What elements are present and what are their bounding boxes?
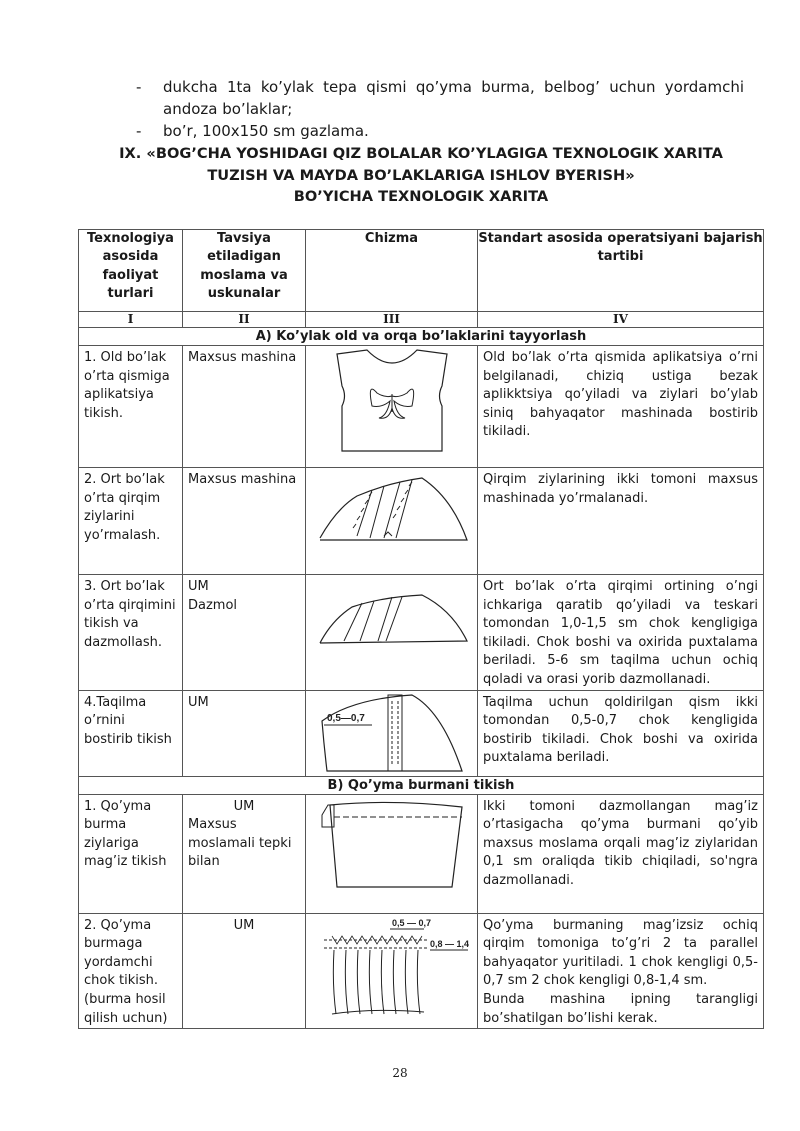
intro-bullet-list xyxy=(136,76,744,142)
tools-cell: Maxsus mashina xyxy=(188,350,297,365)
bullet-text: bo’r, 100x150 sm gazlama. xyxy=(163,122,369,140)
col-number: III xyxy=(306,312,478,328)
tools-attachment: Maxsus moslamali tepki bilan xyxy=(188,817,292,870)
table-row xyxy=(79,575,764,691)
section-row-a xyxy=(79,328,764,346)
ruffle-binding-sketch xyxy=(306,795,477,895)
procedure-cell: Old bo’lak o’rta qismida aplikatsiya o’rni belgilanadi, chiziq ustiga bezak aplikktsiya qo’yiladi va ziylari bo’ylab siniq bahyaqator mashinada bostirib tikiladi. xyxy=(483,350,758,440)
table-row xyxy=(79,468,764,575)
tools-cell xyxy=(183,914,305,936)
tools-machine: UM xyxy=(233,917,255,933)
header-activity: Texnologiya asosida faoliyat turlari xyxy=(79,230,183,312)
col-number: I xyxy=(79,312,183,328)
tools-cell: Maxsus mashina xyxy=(188,472,297,487)
section-title: B) Qo’yma burmani tikish xyxy=(79,776,764,794)
heading-line-3: BO’YICHA TEXNOLOGIK XARITA xyxy=(293,188,549,205)
procedure-cell xyxy=(478,914,763,1029)
tools-machine: UM xyxy=(233,798,255,814)
back-seam-sketch xyxy=(306,575,477,655)
tools-cell: UM xyxy=(188,694,209,710)
activity-cell: 4.Taqilma o’rnini bostirib tikish xyxy=(84,694,172,747)
col-number: IV xyxy=(478,312,764,328)
page-number: 28 xyxy=(392,1066,408,1080)
activity-cell: 2. Ort bo’lak o’rta qirqim ziylarini yo’rmalash. xyxy=(84,472,165,543)
table-row xyxy=(79,794,764,913)
procedure-cell: Qirqim ziylarining ikki tomoni maxsus mashinada yo’rmalanadi. xyxy=(483,472,758,506)
activity-cell: 1. Old bo’lak o’rta qismiga aplikatsiya tikish. xyxy=(84,350,170,421)
activity-cell: 2. Qo’yma burmaga yordamchi chok tikish. (burma hosil qilish uchun) xyxy=(84,917,168,1026)
technology-map-table xyxy=(78,229,764,1029)
placket-stitching-sketch xyxy=(306,691,477,775)
procedure-paragraph: Bunda mashina ipning tarangligi bo’shatilgan bo’lishi kerak. xyxy=(483,991,758,1026)
tools-cell xyxy=(183,795,305,872)
roman-numeral-row xyxy=(79,312,764,328)
back-piece-serging-sketch xyxy=(306,468,477,548)
drawing-cell xyxy=(306,913,478,1029)
table-row xyxy=(79,690,764,776)
procedure-cell: Ikki tomoni dazmollangan mag’iz o’rtasigacha qo’yma burmani qo’yib maxsus moslama orqali mag’iz ziylaridan 0,1 sm oraliqda tikib chiqiladi, so'ngra dazmollanadi. xyxy=(483,798,758,888)
bullet-dash: - xyxy=(136,122,142,140)
drawing-cell xyxy=(306,468,478,575)
drawing-cell xyxy=(306,794,478,913)
header-drawing: Chizma xyxy=(306,230,478,312)
drawing-cell xyxy=(306,575,478,691)
section-title: A) Ko’ylak old va orqa bo’laklarini tayyorlash xyxy=(79,328,764,346)
procedure-cell: Ort bo’lak o’rta qirqimi ortining o’ngi ichkariga qaratib qo’yiladi va teskari tomondan 1,0-1,5 sm chok kengligiga tikiladi. Chok boshi va oxirida puxtalama beriladi. 5-6 sm taqilma uchun ochiq qoladi va orasi yorib dazmollanadi. xyxy=(483,579,758,687)
gathering-stitch-sketch xyxy=(306,914,477,1018)
activity-cell: 3. Ort bo’lak o’rta qirqimini tikish va dazmollash. xyxy=(84,579,176,650)
heading-line-2: TUZISH VA MAYDA BO’LAKLARIGA ISHLOV BYERISH» xyxy=(207,166,635,184)
table-row xyxy=(79,913,764,1029)
seam-width-label: 0,5—0,7 xyxy=(326,712,365,724)
drawing-cell xyxy=(306,346,478,468)
heading-line-1: IX. «BOG’CHA YOSHIDAGI QIZ BOLALAR KO’YLAGIGA TEXNOLOGIK XARITA xyxy=(119,145,723,162)
procedure-paragraph: Qo’yma burmaning mag’izsiz ochiq qirqim tomoniga to’g’ri 2 ta parallel bahyaqator yuritiladi. 1 chok kengligi 0,5-0,7 sm 2 chok kengligi 0,8-1,4 sm. xyxy=(483,917,758,989)
activity-cell: 1. Qo’yma burma ziylariga mag’iz tikish xyxy=(84,798,167,870)
section-row-b xyxy=(79,776,764,794)
bullet-item xyxy=(136,76,744,120)
bullet-item xyxy=(136,120,744,142)
table-header-row xyxy=(79,230,764,312)
tools-cell: UM Dazmol xyxy=(188,579,238,613)
header-procedure: Standart asosida operatsiyani bajarish tartibi xyxy=(478,230,764,312)
procedure-cell: Taqilma uchun qoldirilgan qism ikki tomondan 0,5-0,7 chok kengligida bostirib tikiladi. Chok boshi va oxirida puxtalama beriladi. xyxy=(483,694,758,766)
bodice-applique-sketch xyxy=(306,346,477,456)
drawing-cell xyxy=(306,690,478,776)
second-seam-label: 0,8 — 1,4 xyxy=(429,938,469,949)
header-tools: Tavsiya etiladigan moslama va uskunalar xyxy=(183,230,306,312)
table-row xyxy=(79,346,764,468)
col-number: II xyxy=(183,312,306,328)
bullet-dash: - xyxy=(136,78,142,96)
bullet-text: dukcha 1ta ko’ylak tepa qismi qo’yma burma, belbog’ uchun yordamchi andoza bo’laklar; xyxy=(163,78,744,118)
section-heading xyxy=(80,143,762,208)
first-seam-label: 0,5 — 0,7 xyxy=(391,917,431,928)
